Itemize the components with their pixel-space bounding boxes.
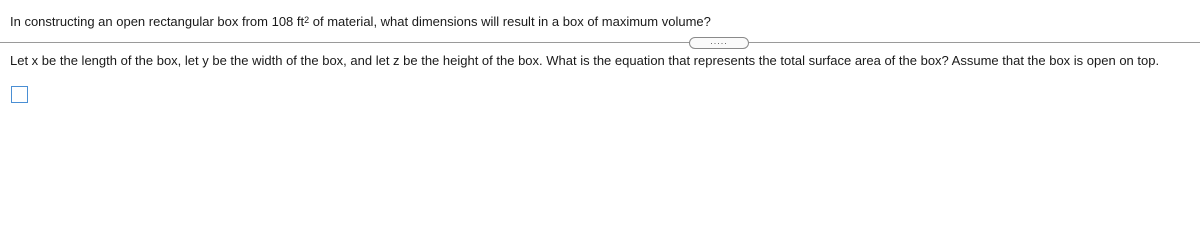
question-text-after: of material, what dimensions will result in a box of maximum volume? xyxy=(309,14,711,29)
question-superscript: 2 xyxy=(304,15,310,25)
question-text xyxy=(10,13,711,32)
section-divider xyxy=(0,42,1200,43)
subquestion-text: Let x be the length of the box, let y be the width of the box, and let z be the height of the box. What is the equation that represents the total surface area of the box? Assume that the box is open on top. xyxy=(10,53,1160,68)
expand-button[interactable] xyxy=(689,37,749,49)
answer-input[interactable] xyxy=(11,86,28,103)
question-text-before: In constructing an open rectangular box from 108 ft xyxy=(10,14,305,29)
more-dots-icon: ..... xyxy=(710,36,728,46)
